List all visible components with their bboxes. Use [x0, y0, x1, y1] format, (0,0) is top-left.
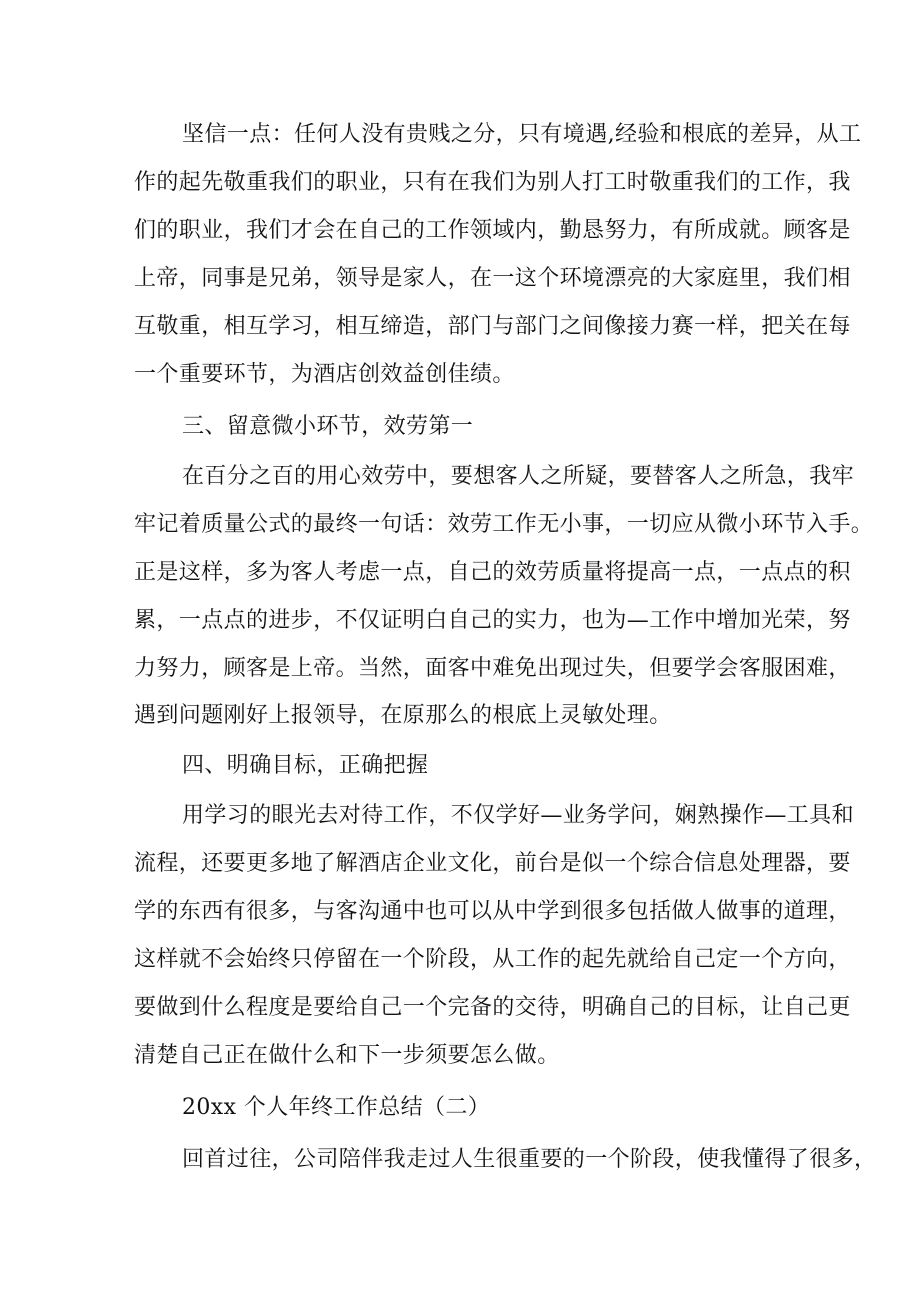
paragraph-2-line-1: 在百分之百的用心效劳中，要想客人之所疑，要替客人之所急，我牢 — [182, 464, 855, 489]
paragraph-1-line-6: 一个重要环节，为酒店创效益创佳绩。 — [134, 362, 515, 387]
paragraph-3-line-2: 流程，还要更多地了解酒店企业文化，前台是似一个综合信息处理器，要 — [134, 851, 851, 876]
paragraph-3-line-6: 清楚自己正在做什么和下一步须要怎么做。 — [134, 1043, 560, 1068]
paragraph-2-line-6: 遇到问题刚好上报领导，在原那么的根底上灵敏处理。 — [134, 703, 672, 728]
paragraph-2-line-4: 累，一点点的进步，不仅证明白自己的实力，也为—工作中增加光荣，努 — [134, 608, 851, 633]
paragraph-2-line-3: 正是这样，多为客人考虑一点，自己的效劳质量将提高一点，一点点的积 — [134, 560, 851, 585]
paragraph-1-line-3: 们的职业，我们才会在自己的工作领域内，勤恳努力，有所成就。顾客是 — [134, 218, 851, 243]
paragraph-1-line-1: 坚信一点：任何人没有贵贱之分，只有境遇,经验和根底的差异，从工 — [182, 122, 862, 147]
paragraph-1-line-4: 上帝，同事是兄弟，领导是家人，在一这个环境漂亮的大家庭里，我们相 — [134, 266, 851, 291]
section-heading-4: 四、明确目标，正确把握 — [182, 753, 429, 778]
paragraph-1-line-5: 互敬重，相互学习，相互缔造，部门与部门之间像接力赛一样，把关在每 — [134, 314, 851, 339]
paragraph-3-line-4: 这样就不会始终只停留在一个阶段，从工作的起先就给自己定一个方向， — [134, 947, 851, 972]
paragraph-2-line-5: 力努力，顾客是上帝。当然，面客中难免出现过失，但要学会客服困难， — [134, 656, 851, 681]
paragraph-1-line-2: 作的起先敬重我们的职业，只有在我们为别人打工时敬重我们的工作，我 — [134, 170, 851, 195]
paragraph-3-line-3: 学的东西有很多，与客沟通中也可以从中学到很多包括做人做事的道理， — [134, 899, 851, 924]
paragraph-2-line-2: 牢记着质量公式的最终一句话：效劳工作无小事，一切应从微小环节入手。 — [134, 512, 874, 537]
paragraph-3-line-5: 要做到什么程度是要给自己一个完备的交待，明确自己的目标，让自己更 — [134, 995, 851, 1020]
section-heading-3: 三、留意微小环节，效劳第一 — [182, 414, 474, 439]
section-title: 20xx 个人年终工作总结（二） — [182, 1095, 491, 1120]
paragraph-4-line-1: 回首过往，公司陪伴我走过人生很重要的一个阶段，使我懂得了很多， — [182, 1147, 877, 1172]
paragraph-3-line-1: 用学习的眼光去对待工作，不仅学好—业务学问，娴熟操作—工具和 — [182, 803, 855, 828]
